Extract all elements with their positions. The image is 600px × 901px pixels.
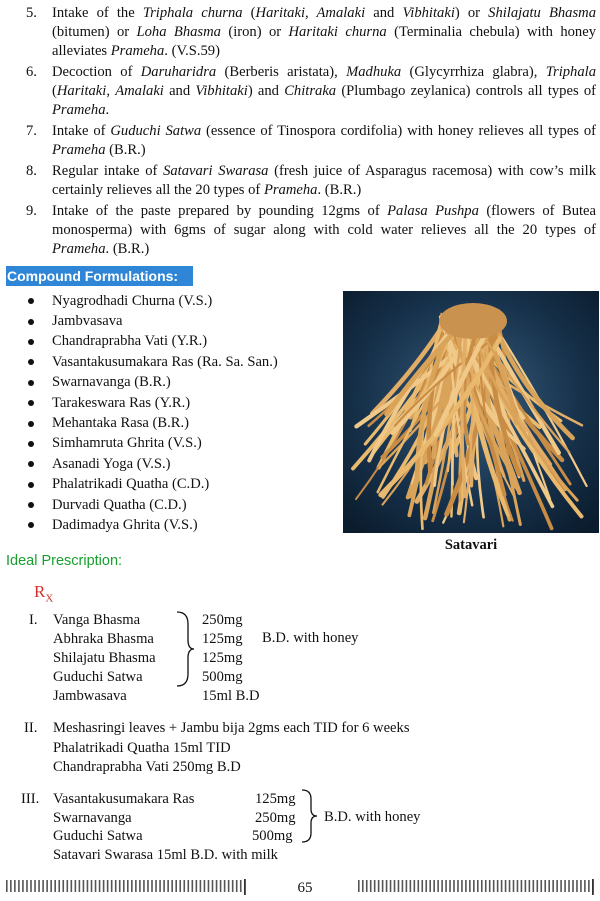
footer-tick (584, 880, 586, 892)
footer-tick (18, 880, 20, 892)
footer-tick (38, 880, 40, 892)
footer-tick (406, 880, 408, 892)
formulation-label: Vasantakusumakara Ras (Ra. Sa. San.) (52, 353, 278, 370)
footer-tick (509, 880, 511, 892)
footer-tick (429, 880, 431, 892)
footer-tick (441, 880, 443, 892)
prescription-II-label: II. (24, 720, 38, 736)
footer-tick (564, 880, 566, 892)
footer-tick (580, 880, 582, 892)
remedy-item (26, 202, 600, 259)
footer-tick (208, 880, 210, 892)
formulation-item (24, 434, 278, 454)
footer-tick (537, 880, 539, 892)
footer-tick (390, 880, 392, 892)
bullet-dot-icon (28, 522, 34, 528)
ideal-prescription-heading: Ideal Prescription: (6, 553, 123, 569)
prescription-I-drug: Vanga Bhasma (53, 612, 141, 628)
bullet-dot-icon (28, 319, 34, 325)
prescription-I-drug: Abhraka Bhasma (53, 631, 154, 647)
formulation-item (24, 393, 278, 413)
remedy-item (26, 122, 600, 160)
footer-tick (115, 880, 117, 892)
compound-formulations-heading: Compound Formulations: (6, 266, 193, 286)
prescription-III-dose: 250mg (255, 810, 296, 826)
formulation-label: Durvadi Quatha (C.D.) (52, 496, 187, 513)
footer-tick (75, 880, 77, 892)
footer-tick (517, 880, 519, 892)
footer-tick (236, 880, 238, 892)
footer-tick (540, 880, 542, 892)
prescription-III-dose: 500mg (252, 828, 293, 844)
formulation-label: Chandraprabha Vati (Y.R.) (52, 333, 208, 350)
prescription-I-dose: 125mg (202, 650, 243, 666)
footer-tick (216, 880, 218, 892)
remedy-item (26, 63, 600, 120)
footer-tick (91, 880, 93, 892)
footer-tick (99, 880, 101, 892)
footer-tick (358, 880, 360, 892)
footer-tick (50, 880, 52, 892)
satavari-root-image (343, 291, 599, 533)
bullet-dot-icon (28, 482, 34, 488)
footer-tick (366, 880, 368, 892)
footer-tick (171, 880, 173, 892)
bullet-dot-icon (28, 380, 34, 386)
brace-I (174, 610, 196, 688)
footer-tick (398, 880, 400, 892)
footer-tick (34, 880, 36, 892)
footer-tick (529, 880, 531, 892)
footer-tick (560, 880, 562, 892)
footer-tick (485, 880, 487, 892)
formulation-item (24, 475, 278, 495)
formulations-list (24, 291, 278, 536)
bullet-dot-icon (28, 441, 34, 447)
formulation-label: Asanadi Yoga (V.S.) (52, 455, 171, 472)
footer-tick (421, 880, 423, 892)
footer-tick (131, 880, 133, 892)
formulation-item (24, 291, 278, 311)
footer-tick (10, 880, 12, 892)
bullet-dot-icon (28, 461, 34, 467)
prescription-II-line: Phalatrikadi Quatha 15ml TID (53, 740, 231, 756)
footer-tick (103, 880, 105, 892)
footer-tick (481, 880, 483, 892)
footer-tick (362, 880, 364, 892)
footer-left-rule (4, 879, 248, 895)
footer-tick (192, 880, 194, 892)
remedy-text: Intake of the paste prepared by pounding 12gms of Palasa Pushpa (flowers of Butea monosperma) with 6gms of sugar along with cold water relieves all the 20 types of Prameha. (B.R.) (52, 203, 596, 257)
prescription-III-last-line: Satavari Swarasa 15ml B.D. with milk (53, 847, 278, 863)
numbered-remedies-list (26, 4, 600, 261)
prescription-III-dose: 125mg (255, 791, 296, 807)
formulation-label: Simhamruta Ghrita (V.S.) (52, 435, 202, 452)
footer-tick (6, 880, 8, 892)
footer-tick (505, 880, 507, 892)
remedy-number: 5. (26, 5, 37, 21)
formulation-item (24, 454, 278, 474)
footer-tick (135, 880, 137, 892)
footer-tick (544, 880, 546, 892)
remedy-item (26, 4, 600, 61)
footer-tick (155, 880, 157, 892)
footer-tick (204, 880, 206, 892)
footer-tick (437, 880, 439, 892)
prescription-I-note: B.D. with honey (262, 630, 359, 646)
brace-III (300, 788, 320, 844)
footer-tick (22, 880, 24, 892)
footer-tick (425, 880, 427, 892)
footer-tick (232, 880, 234, 892)
formulation-label: Swarnavanga (B.R.) (52, 374, 171, 391)
formulation-label: Tarakeswara Ras (Y.R.) (52, 394, 191, 411)
footer-tick (111, 880, 113, 892)
footer-tick (42, 880, 44, 892)
footer-tick (477, 880, 479, 892)
remedy-text: Intake of Guduchi Satwa (essence of Tinospora cordifolia) with honey relieves all types of Prameha (B.R.) (52, 123, 596, 158)
formulation-label: Mehantaka Rasa (B.R.) (52, 415, 189, 432)
footer-tick (58, 880, 60, 892)
prescription-III-drug: Swarnavanga (53, 810, 132, 826)
remedy-number: 9. (26, 203, 37, 219)
formulation-label: Nyagrodhadi Churna (V.S.) (52, 292, 213, 309)
bullet-dot-icon (28, 400, 34, 406)
footer-tick (433, 880, 435, 892)
footer-tick (382, 880, 384, 892)
formulation-item (24, 332, 278, 352)
footer-tick (378, 880, 380, 892)
footer-tick (548, 880, 550, 892)
formulation-item (24, 515, 278, 535)
footer-tick (552, 880, 554, 892)
footer-tick (139, 880, 141, 892)
footer-tick (473, 880, 475, 892)
formulation-label: Jambvasava (52, 313, 123, 330)
footer-tick (592, 879, 594, 895)
footer-tick (418, 880, 420, 892)
prescription-I-drug: Shilajatu Bhasma (53, 650, 156, 666)
formulation-label: Phalatrikadi Quatha (C.D.) (52, 476, 210, 493)
footer-tick (71, 880, 73, 892)
remedy-item (26, 162, 600, 200)
footer-tick (556, 880, 558, 892)
formulation-item (24, 495, 278, 515)
remedy-number: 8. (26, 163, 37, 179)
footer-tick (159, 880, 161, 892)
prescription-I-dose: 250mg (202, 612, 243, 628)
footer-tick (513, 880, 515, 892)
footer-tick (188, 880, 190, 892)
root-crown (439, 303, 507, 339)
prescription-II-line: Chandraprabha Vati 250mg B.D (53, 759, 241, 775)
footer-tick (374, 880, 376, 892)
footer-tick (402, 880, 404, 892)
footer-tick (220, 880, 222, 892)
remedy-text: Decoction of Daruharidra (Berberis aristata), Madhuka (Glycyrrhiza glabra), Triphala (Haritaki, Amalaki and Vibhitaki) and Chitraka (Plumbago zeylanica) controls all types of Prameha. (52, 64, 597, 118)
footer-tick (588, 880, 590, 892)
image-caption: Satavari (444, 537, 498, 553)
prescription-II-line: Meshasringi leaves + Jambu bija 2gms each TID for 6 weeks (53, 720, 410, 736)
footer-tick (228, 880, 230, 892)
footer-tick (533, 880, 535, 892)
remedy-number: 6. (26, 64, 37, 80)
bullet-dot-icon (28, 298, 34, 304)
prescription-III-note: B.D. with honey (324, 809, 421, 825)
footer-tick (87, 880, 89, 892)
formulation-label: Dadimadya Ghrita (V.S.) (52, 516, 198, 533)
prescription-I-dose: 125mg (202, 631, 243, 647)
formulation-item (24, 413, 278, 433)
footer-tick (183, 880, 185, 892)
prescription-III-drug: Vasantakusumakara Ras (53, 791, 195, 807)
footer-tick (127, 880, 129, 892)
footer-tick (212, 880, 214, 892)
footer-tick (196, 880, 198, 892)
footer-tick (14, 880, 16, 892)
bullet-dot-icon (28, 359, 34, 365)
prescription-III-drug: Guduchi Satwa (53, 828, 143, 844)
footer-tick (244, 879, 246, 895)
footer-tick (107, 880, 109, 892)
footer-tick (179, 880, 181, 892)
formulation-item (24, 352, 278, 372)
footer-tick (46, 880, 48, 892)
footer-tick (453, 880, 455, 892)
page-number: 65 (297, 880, 313, 896)
footer-tick (449, 880, 451, 892)
footer-tick (394, 880, 396, 892)
footer-tick (119, 880, 121, 892)
footer-tick (465, 880, 467, 892)
footer-tick (95, 880, 97, 892)
footer-tick (175, 880, 177, 892)
footer-tick (525, 880, 527, 892)
footer-tick (200, 880, 202, 892)
footer-tick (30, 880, 32, 892)
footer-tick (501, 880, 503, 892)
footer-tick (167, 880, 169, 892)
footer-tick (370, 880, 372, 892)
prescription-I-drug: Guduchi Satwa (53, 669, 143, 685)
footer-tick (143, 880, 145, 892)
footer-tick (445, 880, 447, 892)
prescription-I-dose: 15ml B.D (202, 688, 260, 704)
footer-tick (83, 880, 85, 892)
formulation-item (24, 311, 278, 331)
rx-symbol: $R_X$ (34, 582, 54, 605)
footer-tick (67, 880, 69, 892)
footer-tick (386, 880, 388, 892)
footer-tick (147, 880, 149, 892)
footer-tick (576, 880, 578, 892)
footer-tick (151, 880, 153, 892)
prescription-I-drug: Jambwasava (53, 688, 127, 704)
footer-tick (123, 880, 125, 892)
prescription-III-label: III. (21, 791, 40, 807)
footer-tick (62, 880, 64, 892)
footer-tick (240, 880, 242, 892)
footer-tick (54, 880, 56, 892)
prescription-I-dose: 500mg (202, 669, 243, 685)
footer-tick (497, 880, 499, 892)
remedy-text: Regular intake of Satavari Swarasa (fresh juice of Asparagus racemosa) with cow’s milk certainly relieves all the 20 types of Prameha. (B.R.) (52, 163, 596, 198)
remedy-number: 7. (26, 123, 37, 139)
formulation-item (24, 373, 278, 393)
footer-tick (224, 880, 226, 892)
footer-tick (414, 880, 416, 892)
footer-tick (572, 880, 574, 892)
footer-tick (410, 880, 412, 892)
footer-tick (489, 880, 491, 892)
footer-tick (461, 880, 463, 892)
footer-tick (493, 880, 495, 892)
bullet-dot-icon (28, 339, 34, 345)
footer-tick (79, 880, 81, 892)
remedy-text: Intake of the Triphala churna (Haritaki, Amalaki and Vibhitaki) or Shilajatu Bhasma (bitumen) or Loha Bhasma (iron) or Haritaki churna (Terminalia chebula) with honey alleviates Prameha. (V.S.59) (52, 5, 596, 59)
prescription-I-label: I. (29, 612, 38, 628)
footer-tick (521, 880, 523, 892)
footer-tick (163, 880, 165, 892)
bullet-dot-icon (28, 502, 34, 508)
footer-tick (469, 880, 471, 892)
bullet-dot-icon (28, 421, 34, 427)
footer-right-rule (356, 879, 596, 895)
footer-tick (568, 880, 570, 892)
footer-tick (26, 880, 28, 892)
footer-tick (457, 880, 459, 892)
